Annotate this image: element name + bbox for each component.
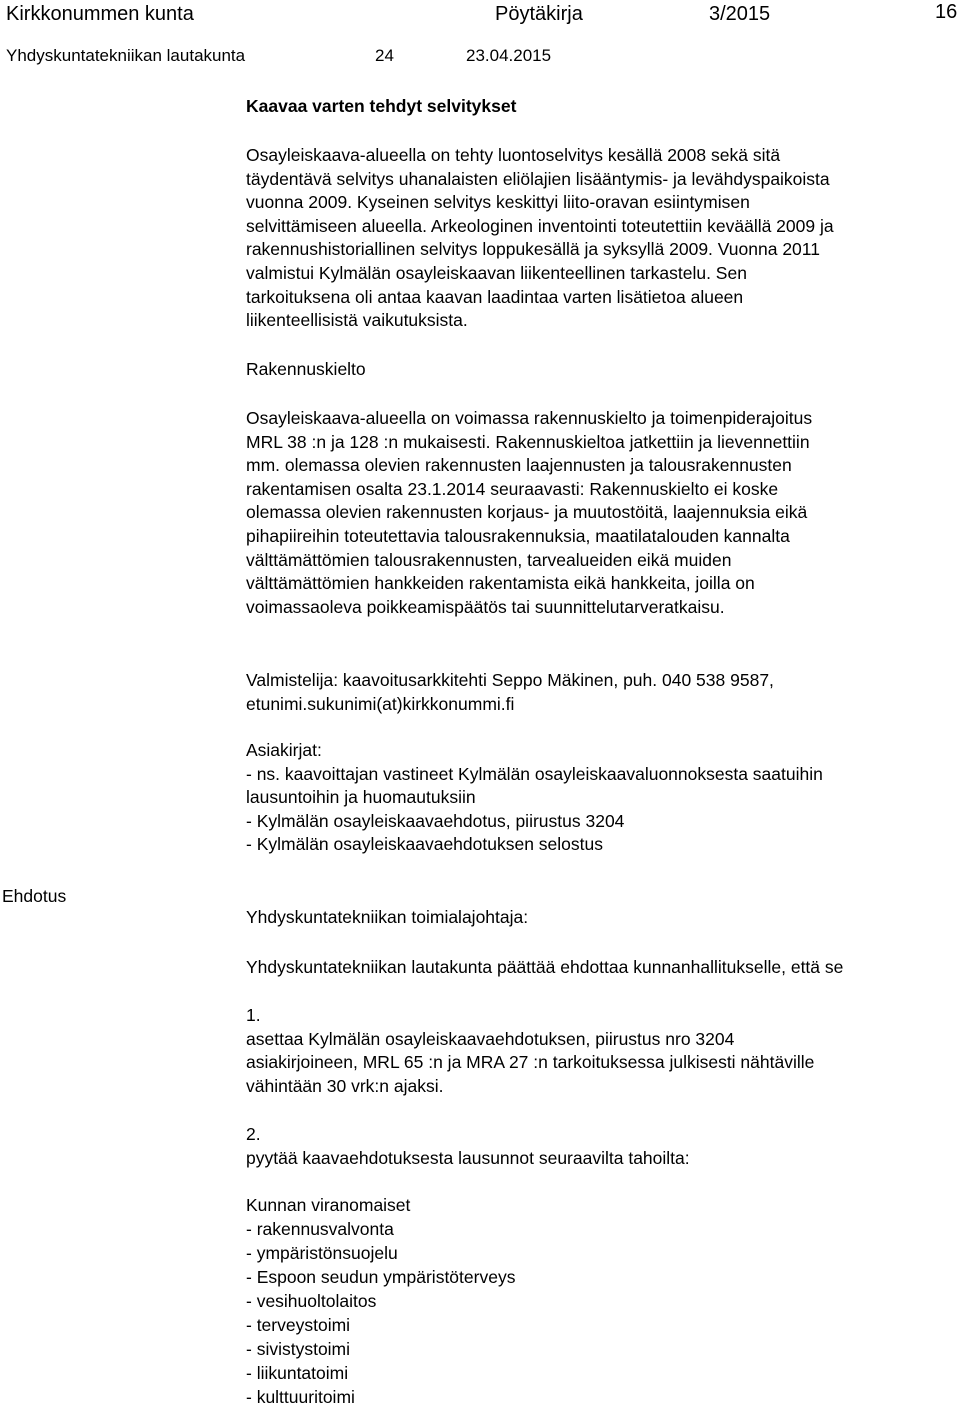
- item-line: vähintään 30 vrk:n ajaksi.: [246, 1075, 444, 1096]
- documents-list: [246, 739, 823, 857]
- document-item: - Kylmälän osayleiskaavaehdotus, piirustus 3204: [246, 810, 625, 831]
- section-number: 24: [375, 46, 394, 65]
- section-heading-building-ban: Rakennuskielto: [246, 359, 366, 379]
- item-line: pyytää kaavaehdotuksesta lausunnot seuraavilta tahoilta:: [246, 1147, 690, 1168]
- paragraph-line: välttämättömien hankkeiden rakentamista eikä hankkeita, joilla on: [246, 573, 755, 594]
- paragraph-line: valmistui Kylmälän osayleiskaavan liikenteellinen tarkastelu. Sen: [246, 262, 747, 283]
- document-item: lausuntoihin ja huomautuksiin: [246, 787, 476, 808]
- paragraph-line: rakennushistoriallinen selvitys loppukesällä ja syksyllä 2009. Vuonna 2011: [246, 239, 820, 260]
- authority-item: - sivistystoimi: [246, 1339, 351, 1359]
- authority-item: - ympäristönsuojelu: [246, 1243, 398, 1263]
- authority-item: - liikuntatoimi: [246, 1363, 349, 1383]
- studies-paragraph: [246, 144, 834, 333]
- proposal-item-2: [246, 1123, 690, 1170]
- document-type: Pöytäkirja: [495, 3, 583, 25]
- preparer-line: Valmistelija: kaavoitusarkkitehti Seppo Mäkinen, puh. 040 538 9587,: [246, 670, 774, 690]
- authority-item: - Espoon seudun ympäristöterveys: [246, 1267, 516, 1287]
- paragraph-line: Osayleiskaava-alueella on tehty luontoselvitys kesällä 2008 sekä sitä: [246, 145, 781, 165]
- document-item: - ns. kaavoittajan vastineet Kylmälän osayleiskaavaluonnoksesta saatuihin: [246, 763, 823, 784]
- proposal-intro: Yhdyskuntatekniikan lautakunta päättää ehdottaa kunnanhallitukselle, että se: [246, 957, 844, 977]
- document-number: 3/2015: [709, 3, 771, 25]
- preparer-email: etunimi.sukunimi(at)kirkkonummi.fi: [246, 693, 515, 714]
- paragraph-line: täydentävä selvitys uhanalaisten eliölajien lisääntymis- ja levähdyspaikoista: [246, 168, 830, 189]
- page-number: 16: [935, 1, 958, 23]
- item-line: asiakirjoineen, MRL 65 :n ja MRA 27 :n tarkoituksessa julkisesti nähtäville: [246, 1052, 815, 1073]
- paragraph-line: mm. olemassa olevien rakennusten laajennusten ja talousrakennusten: [246, 455, 792, 476]
- authority-item: - terveystoimi: [246, 1315, 351, 1335]
- authority-item: - rakennusvalvonta: [246, 1219, 394, 1239]
- paragraph-line: olemassa olevien rakennusten korjaus- ja muutostöitä, laajennuksia eikä: [246, 502, 808, 523]
- preparer-info: [246, 669, 774, 716]
- paragraph-line: tarkoituksena oli antaa kaavan laadintaa varten lisätietoa alueen: [246, 286, 744, 307]
- paragraph-line: voimassaoleva poikkeamispäätös tai suunnittelutarveratkaisu.: [246, 596, 725, 617]
- meeting-date: 23.04.2015: [466, 46, 552, 65]
- paragraph-line: selvittämiseen alueella. Arkeologinen inventointi toteutettiin keväällä 2009 ja: [246, 215, 834, 236]
- proposer-title: Yhdyskuntatekniikan toimialajohtaja:: [246, 907, 529, 927]
- authorities-group-title: Kunnan viranomaiset: [246, 1195, 411, 1215]
- committee-name: Yhdyskuntatekniikan lautakunta: [6, 46, 246, 65]
- paragraph-line: pihapiireihin toteutettavia talousrakennuksia, maatilatalouden kannalta: [246, 525, 790, 546]
- item-number: 2.: [246, 1124, 261, 1144]
- documents-title: Asiakirjat:: [246, 740, 322, 760]
- authority-item: - vesihuoltolaitos: [246, 1291, 377, 1311]
- item-line: asettaa Kylmälän osayleiskaavaehdotuksen, piirustus nro 3204: [246, 1028, 735, 1049]
- municipality-name: Kirkkonummen kunta: [6, 3, 194, 25]
- proposal-side-label: Ehdotus: [2, 886, 67, 906]
- proposal-item-1: [246, 1004, 814, 1098]
- document-item: - Kylmälän osayleiskaavaehdotuksen selostus: [246, 834, 603, 855]
- authority-item: - kulttuuritoimi: [246, 1387, 355, 1407]
- authorities-list: [246, 1194, 515, 1410]
- paragraph-line: rakentamisen osalta 23.1.2014 seuraavasti: Rakennuskielto ei koske: [246, 478, 779, 499]
- section-heading-studies: Kaavaa varten tehdyt selvitykset: [246, 96, 517, 116]
- paragraph-line: Osayleiskaava-alueella on voimassa rakennuskielto ja toimenpiderajoitus: [246, 408, 813, 428]
- paragraph-line: liikenteellisistä vaikutuksista.: [246, 310, 468, 331]
- paragraph-line: MRL 38 :n ja 128 :n mukaisesti. Rakennuskieltoa jatkettiin ja lievennettiin: [246, 431, 810, 452]
- paragraph-line: välttämättömien talousrakennusten, tarvealueiden eikä muiden: [246, 549, 732, 570]
- building-ban-paragraph: [246, 407, 812, 619]
- paragraph-line: vuonna 2009. Kyseinen selvitys keskittyi liito-oravan esiintymisen: [246, 192, 750, 213]
- item-number: 1.: [246, 1005, 261, 1025]
